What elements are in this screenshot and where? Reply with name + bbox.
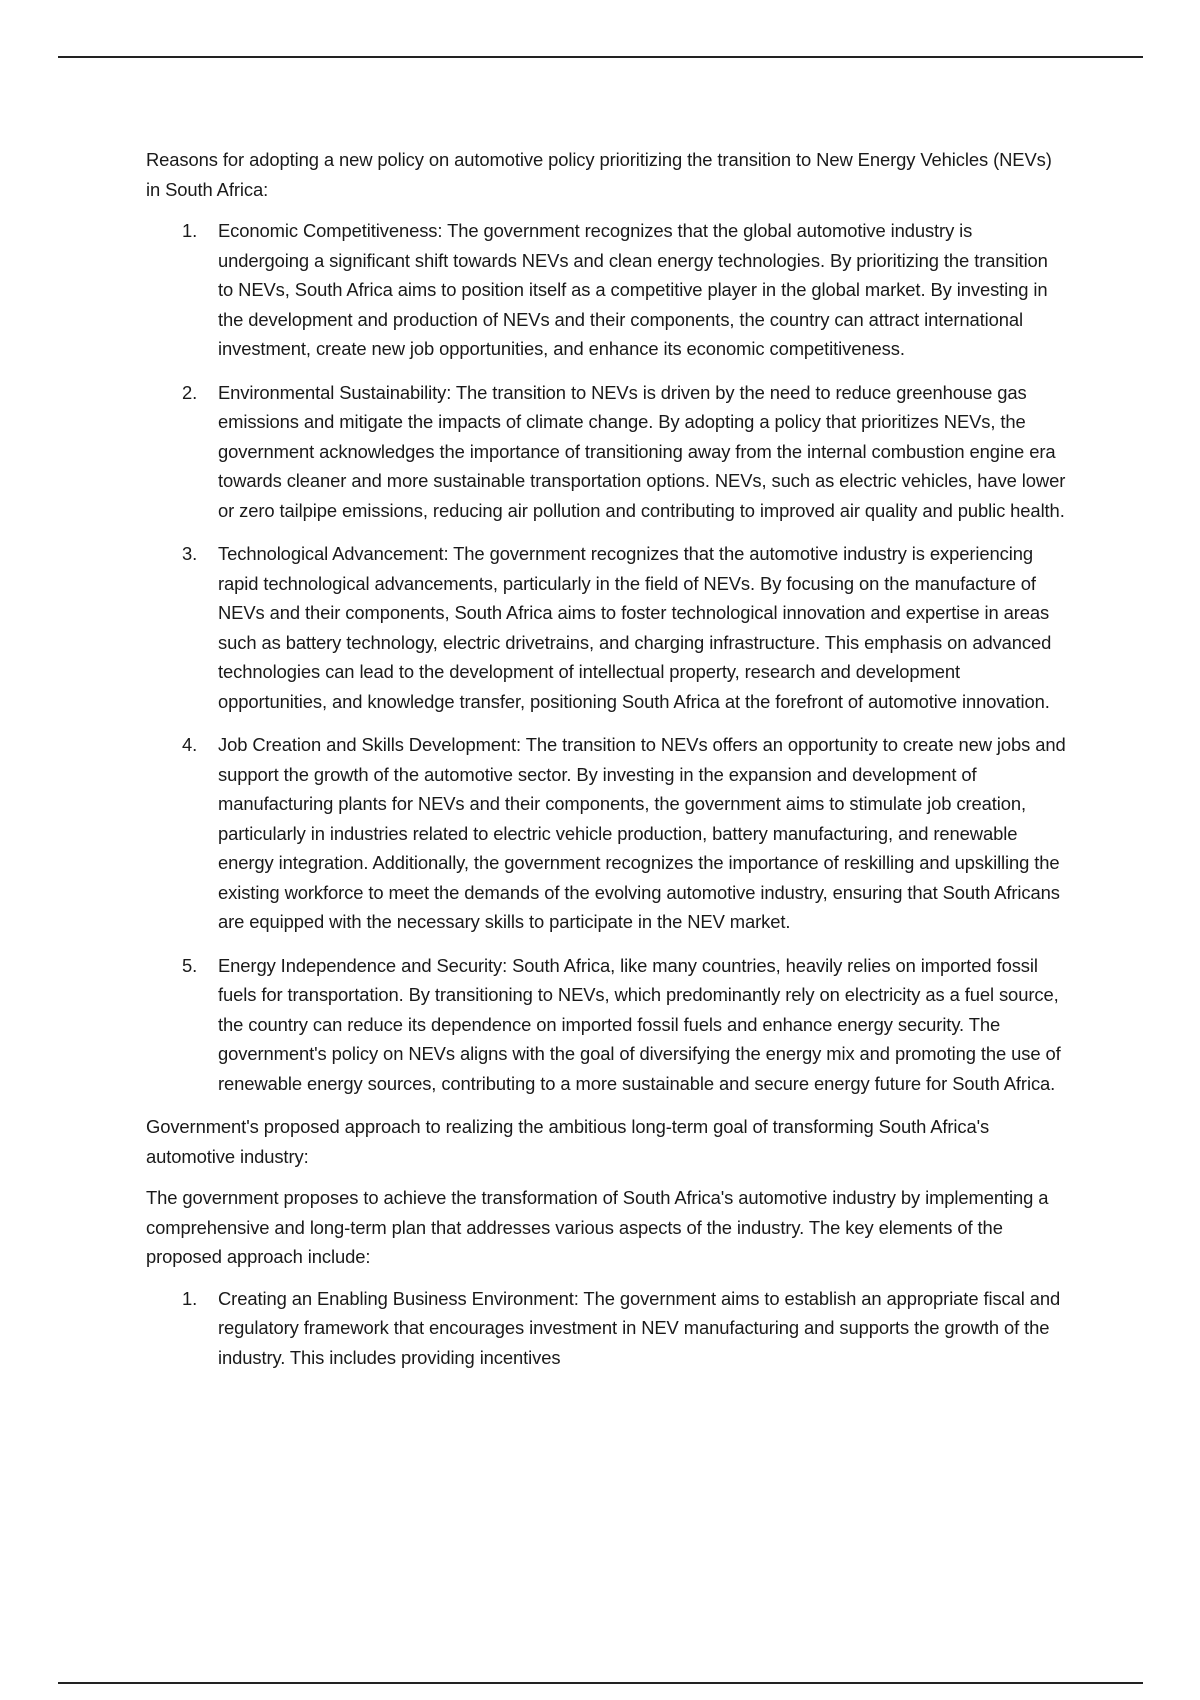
approach-heading: Government's proposed approach to realizing the ambitious long-term goal of transforming South Africa's automotive industry: [146,1116,990,1167]
list-item-number: 2. [182,381,198,403]
list-item-text: Energy Independence and Security: South Africa, like many countries, heavily relies on imported fossil fuels for transportation. By transitioning to NEVs, which predominantly rely on electricity as a fuel source, the country can reduce its dependence on imported fossil fuels and enhance energy security. The government's policy on NEVs aligns with the goal of diversifying the energy mix and promoting the use of renewable energy sources, contributing to a more sustainable and secure energy future for South Africa. [218,954,1061,1094]
list-item-number: 1. [182,220,198,241]
intro-paragraph: Reasons for adopting a new policy on automotive policy prioritizing the transition to New Energy Vehicles (NEVs) in South Africa: [146,149,1052,200]
approach-intro-paragraph: The government proposes to achieve the transformation of South Africa's automotive industry by implementing a comprehensive and long-term plan that addresses various aspects of the industry. The key elements of the proposed approach include: [146,1187,1049,1267]
list-item-number: 1. [182,1287,198,1309]
approach-list [146,1284,1066,1373]
list-item [146,216,1066,364]
reasons-list [146,216,1066,1098]
list-item [146,378,1066,526]
list-item [146,951,1066,1099]
page-body [146,145,1066,1386]
footer-rule [58,1682,1143,1684]
list-item-text: Environmental Sustainability: The transition to NEVs is driven by the need to reduce greenhouse gas emissions and mitigate the impacts of climate change. By adopting a policy that prioritizes NEVs, the government acknowledges the importance of transitioning away from the internal combustion engine era towards cleaner and more sustainable transportation options. NEVs, such as electric vehicles, have lower or zero tailpipe emissions, reducing air pollution and contributing to improved air quality and public health. [218,381,1066,521]
list-item [146,539,1066,716]
list-item-text: Economic Competitiveness: The government recognizes that the global automotive industry is undergoing a significant shift towards NEVs and clean energy technologies. By prioritizing the transition to NEVs, South Africa aims to position itself as a competitive player in the global market. By investing in the development and production of NEVs and their components, the country can attract international investment, create new job opportunities, and enhance its economic competitiveness. [218,220,1048,359]
list-item [146,1284,1066,1373]
list-item-number: 4. [182,734,198,755]
list-item-number: 3. [182,543,198,564]
list-item-number: 5. [182,954,198,976]
list-item-text: Job Creation and Skills Development: The transition to NEVs offers an opportunity to create new jobs and support the growth of the automotive sector. By investing in the expansion and development of manufacturing plants for NEVs and their components, the government aims to stimulate job creation, particularly in industries related to electric vehicle production, battery manufacturing, and renewable energy integration. Additionally, the government recognizes the importance of reskilling and upskilling the existing workforce to meet the demands of the evolving automotive industry, ensuring that South Africans are equipped with the necessary skills to participate in the NEV market. [218,734,1066,932]
list-item-text: Technological Advancement: The government recognizes that the automotive industry is experiencing rapid technological advancements, particularly in the field of NEVs. By focusing on the manufacture of NEVs and their components, South Africa aims to foster technological innovation and expertise in areas such as battery technology, electric drivetrains, and charging infrastructure. This emphasis on advanced technologies can lead to the development of intellectual property, research and development opportunities, and knowledge transfer, positioning South Africa at the forefront of automotive innovation. [218,543,1052,712]
list-item [146,730,1066,937]
header-rule [58,56,1143,58]
list-item-text: Creating an Enabling Business Environment: The government aims to establish an appropriate fiscal and regulatory framework that encourages investment in NEV manufacturing and supports the growth of the industry. This includes providing incentives [218,1287,1061,1368]
